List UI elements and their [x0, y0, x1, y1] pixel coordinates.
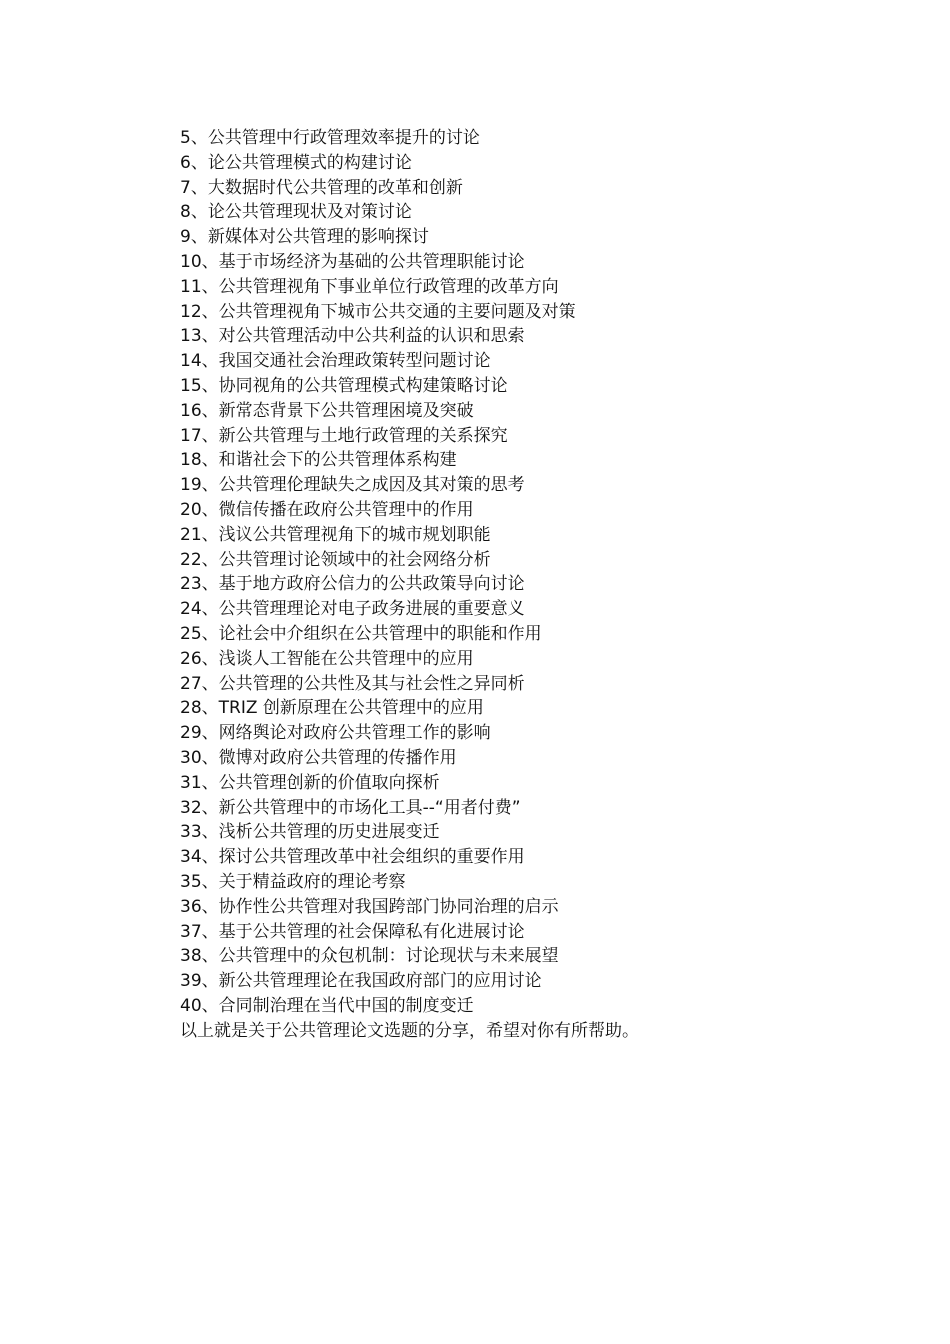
topic-item: 38、公共管理中的众包机制：讨论现状与未来展望	[180, 946, 559, 967]
topic-item: 21、浅议公共管理视角下的城市规划职能	[180, 524, 491, 545]
topic-item: 28、TRIZ 创新原理在公共管理中的应用	[180, 698, 484, 719]
topic-item: 5、公共管理中行政管理效率提升的讨论	[180, 128, 480, 148]
topic-item: 18、和谐社会下的公共管理体系构建	[180, 450, 457, 471]
document-content	[180, 126, 880, 1043]
topic-item: 20、微信传播在政府公共管理中的作用	[180, 499, 474, 520]
topic-item: 15、协同视角的公共管理模式构建策略讨论	[180, 375, 508, 396]
topic-item: 26、浅谈人工智能在公共管理中的应用	[180, 648, 474, 669]
topic-item: 29、网络舆论对政府公共管理工作的影响	[180, 723, 491, 744]
topic-item: 32、新公共管理中的市场化工具--“用者付费”	[180, 797, 521, 818]
topic-item: 23、基于地方政府公信力的公共政策导向讨论	[180, 574, 525, 595]
topic-item: 11、公共管理视角下事业单位行政管理的改革方向	[180, 276, 559, 297]
topic-item: 24、公共管理理论对电子政务进展的重要意义	[180, 599, 525, 620]
topic-item: 35、关于精益政府的理论考察	[180, 871, 406, 892]
topic-item: 9、新媒体对公共管理的影响探讨	[180, 227, 429, 248]
topic-item: 14、我国交通社会治理政策转型问题讨论	[180, 351, 491, 372]
topic-item: 22、公共管理讨论领域中的社会网络分析	[180, 549, 491, 570]
topic-item: 13、对公共管理活动中公共利益的认识和思索	[180, 326, 525, 347]
topic-item: 25、论社会中介组织在公共管理中的职能和作用	[180, 623, 542, 644]
topic-item: 8、论公共管理现状及对策讨论	[180, 202, 412, 223]
topic-item: 12、公共管理视角下城市公共交通的主要问题及对策	[180, 301, 576, 322]
topic-item: 10、基于市场经济为基础的公共管理职能讨论	[180, 251, 525, 272]
topic-item: 6、论公共管理模式的构建讨论	[180, 152, 412, 173]
topic-item: 34、探讨公共管理改革中社会组织的重要作用	[180, 847, 525, 868]
topic-item: 16、新常态背景下公共管理困境及突破	[180, 400, 474, 421]
topic-list	[180, 126, 880, 1019]
topic-item: 19、公共管理伦理缺失之成因及其对策的思考	[180, 475, 525, 496]
topic-item: 7、大数据时代公共管理的改革和创新	[180, 177, 463, 198]
topic-item: 30、微博对政府公共管理的传播作用	[180, 747, 457, 768]
topic-item: 33、浅析公共管理的历史进展变迁	[180, 822, 440, 843]
topic-item: 27、公共管理的公共性及其与社会性之异同析	[180, 673, 525, 694]
topic-item: 31、公共管理创新的价值取向探析	[180, 772, 440, 793]
closing-text: 以上就是关于公共管理论文选题的分享，希望对你有所帮助。	[180, 1020, 639, 1041]
topic-item: 40、合同制治理在当代中国的制度变迁	[180, 995, 474, 1016]
topic-item: 37、基于公共管理的社会保障私有化进展讨论	[180, 921, 525, 942]
topic-item: 36、协作性公共管理对我国跨部门协同治理的启示	[180, 896, 559, 917]
topic-item: 17、新公共管理与土地行政管理的关系探究	[180, 425, 508, 446]
topic-item: 39、新公共管理理论在我国政府部门的应用讨论	[180, 971, 542, 992]
